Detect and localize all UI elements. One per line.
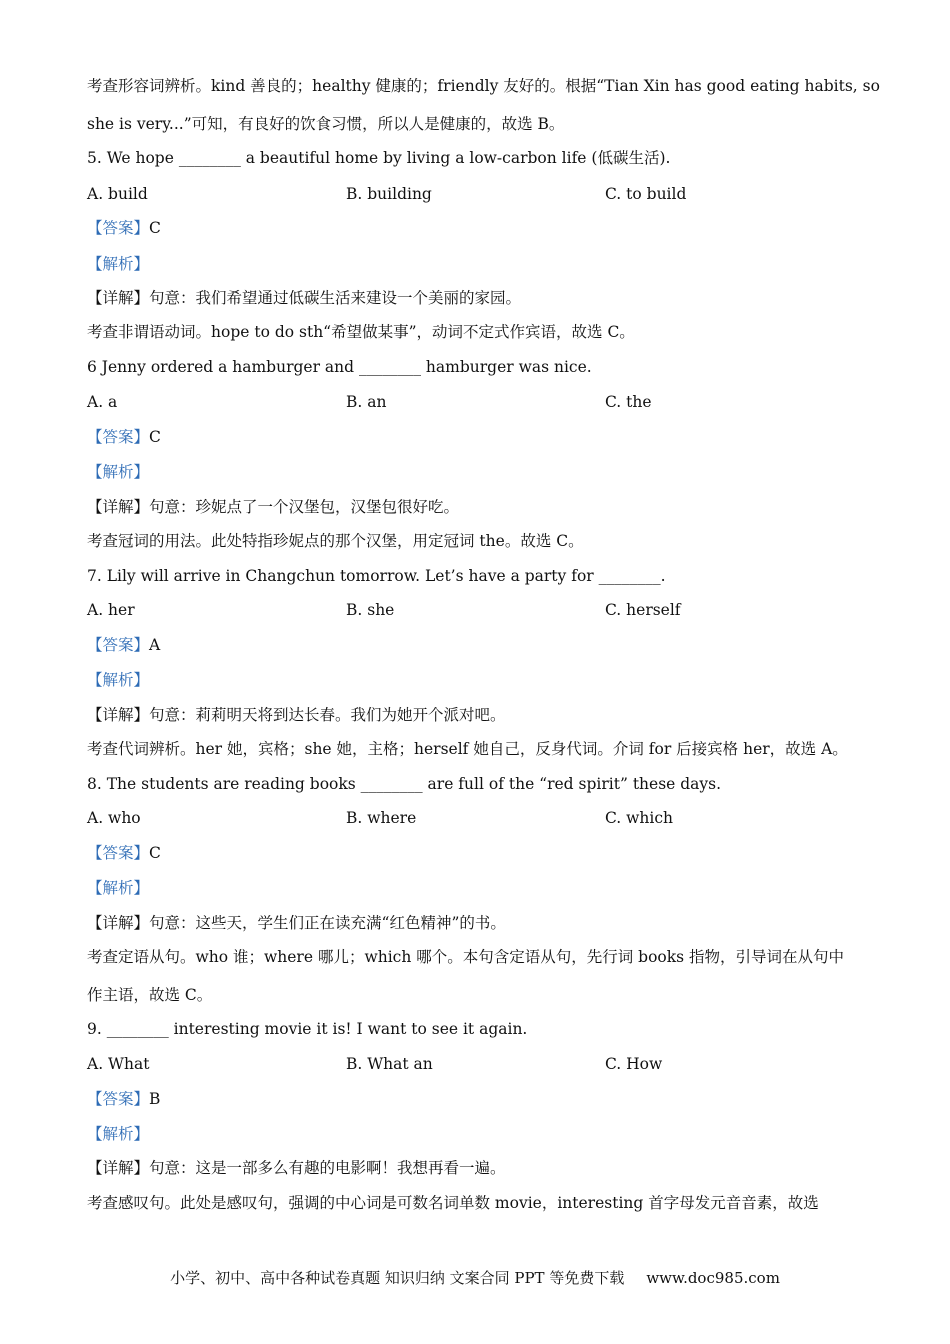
option-b: B. building [346, 185, 432, 203]
question-9-options [87, 1054, 877, 1074]
question-6-options [87, 392, 877, 412]
detail-label: 【详解】 [87, 498, 150, 516]
analysis-label: 【解析】 [87, 879, 150, 897]
page-footer [0, 1268, 950, 1288]
footer-url[interactable]: www.doc985.com [646, 1269, 780, 1287]
answer-line [87, 635, 877, 655]
answer-value: A [149, 636, 161, 654]
analysis-label: 【解析】 [87, 463, 150, 481]
detail-text: 句意：这些天，学生们正在读充满“红色精神”的书。 [149, 914, 506, 932]
answer-value: B [149, 1090, 161, 1108]
footer-text: 小学、初中、高中各种试卷真题 知识归纳 文案合同 PPT 等免费下载 [170, 1269, 625, 1287]
detail-line [87, 497, 877, 517]
explain-line: 考查定语从句。who 谁；where 哪儿；which 哪个。本句含定语从句，先行词 books 指物，引导词在从句中 [87, 948, 845, 966]
explain-line: 考查感叹句。此处是感叹句，强调的中心词是可数名词单数 movie，interesting 首字母发元音音素，故选 [87, 1194, 819, 1212]
option-a: A. What [87, 1055, 150, 1073]
explain-line: 考查冠词的用法。此处特指珍妮点的那个汉堡，用定冠词 the。故选 C。 [87, 532, 584, 550]
option-b: B. an [346, 393, 387, 411]
option-a: A. her [87, 601, 135, 619]
detail-label: 【详解】 [87, 706, 150, 724]
question-8-options [87, 808, 877, 828]
detail-label: 【详解】 [87, 289, 150, 307]
question-5-options [87, 184, 877, 204]
detail-text: 句意：我们希望通过低碳生活来建设一个美丽的家园。 [149, 289, 522, 307]
option-a: A. a [87, 393, 118, 411]
question-7-options [87, 600, 877, 620]
detail-text: 句意：珍妮点了一个汉堡包，汉堡包很好吃。 [149, 498, 460, 516]
detail-line [87, 288, 877, 308]
analysis-label: 【解析】 [87, 1125, 150, 1143]
question-6-stem: 6 Jenny ordered a hamburger and ________ hamburger was nice. [87, 358, 592, 376]
detail-label: 【详解】 [87, 914, 150, 932]
detail-text: 句意：这是一部多么有趣的电影啊！我想再看一遍。 [149, 1159, 506, 1177]
option-b: B. where [346, 809, 417, 827]
option-b: B. she [346, 601, 395, 619]
detail-label: 【详解】 [87, 1159, 150, 1177]
option-a: A. who [87, 809, 141, 827]
answer-label: 【答案】 [87, 428, 150, 446]
question-7-stem: 7. Lily will arrive in Changchun tomorrow. Let’s have a party for ________. [87, 567, 666, 585]
answer-label: 【答案】 [87, 844, 150, 862]
detail-line [87, 705, 877, 725]
option-b: B. What an [346, 1055, 433, 1073]
answer-label: 【答案】 [87, 636, 150, 654]
option-c: C. herself [605, 601, 681, 619]
option-c: C. which [605, 809, 674, 827]
answer-value: C [149, 844, 161, 862]
answer-value: C [149, 219, 161, 237]
detail-text: 句意：莉莉明天将到达长春。我们为她开个派对吧。 [149, 706, 506, 724]
intro-line-1: 考查形容词辨析。kind 善良的；healthy 健康的；friendly 友好的。根据“Tian Xin has good eating habits, so [87, 77, 880, 95]
detail-line [87, 913, 877, 933]
detail-line [87, 1158, 877, 1178]
option-c: C. the [605, 393, 652, 411]
question-9-stem: 9. ________ interesting movie it is! I want to see it again. [87, 1020, 528, 1038]
explain-line: 考查代词辨析。her 她，宾格；she 她，主格；herself 她自己，反身代词。介词 for 后接宾格 her，故选 A。 [87, 740, 848, 758]
option-a: A. build [87, 185, 148, 203]
explain-line-2: 作主语，故选 C。 [87, 986, 213, 1004]
analysis-label: 【解析】 [87, 671, 150, 689]
answer-line [87, 427, 877, 447]
answer-line [87, 1089, 877, 1109]
option-c: C. How [605, 1055, 663, 1073]
answer-label: 【答案】 [87, 219, 150, 237]
analysis-label: 【解析】 [87, 255, 150, 273]
answer-value: C [149, 428, 161, 446]
answer-line [87, 218, 877, 238]
explain-line: 考查非谓语动词。hope to do sth“希望做某事”，动词不定式作宾语，故选 C。 [87, 323, 635, 341]
question-8-stem: 8. The students are reading books ________ are full of the “red spirit” these days. [87, 775, 722, 793]
answer-line [87, 843, 877, 863]
question-5-stem: 5. We hope ________ a beautiful home by living a low-carbon life (低碳生活). [87, 149, 671, 167]
option-c: C. to build [605, 185, 687, 203]
intro-line-2: she is very...”可知，有良好的饮食习惯，所以人是健康的，故选 B。 [87, 115, 565, 133]
answer-label: 【答案】 [87, 1090, 150, 1108]
